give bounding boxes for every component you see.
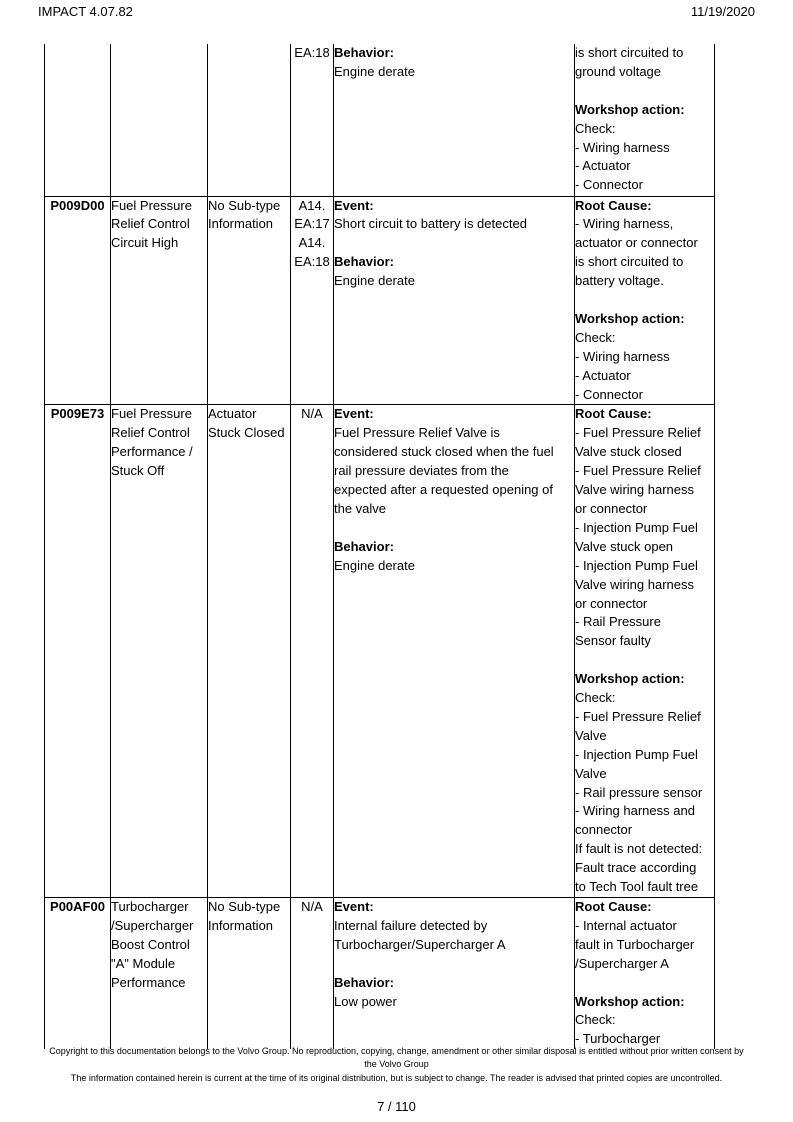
cell-line: Engine derate	[334, 273, 415, 289]
cell-line: "A" Module	[111, 955, 176, 971]
cell-line: N/A	[301, 406, 323, 422]
cell-line: Valve wiring harness	[575, 576, 694, 592]
cell-line: - Connector	[575, 386, 643, 402]
cell-line: Fuel Pressure	[111, 406, 192, 422]
cause-action-cell	[575, 405, 715, 898]
cell-line: - Rail Pressure	[575, 614, 661, 630]
cell-line: No Sub-type	[208, 899, 281, 914]
cell-line: - Turbocharger	[575, 1031, 661, 1047]
page-number: 7 / 110	[377, 1099, 416, 1114]
fault-code-cell	[45, 196, 111, 405]
section-heading: Root Cause:	[575, 406, 652, 422]
fault-name-cell	[111, 898, 208, 1050]
cell-line: Performance	[111, 974, 186, 990]
section-heading: Event:	[334, 197, 374, 213]
cell-line: Relief Control	[111, 216, 190, 232]
cell-line: is short circuited to	[575, 254, 684, 270]
cell-line: - Injection Pump Fuel	[575, 519, 698, 535]
cell-line: or connector	[575, 500, 648, 516]
cell-line: connector	[575, 822, 633, 838]
cell-line: to Tech Tool fault tree	[575, 879, 699, 895]
cell-line: the valve	[334, 500, 387, 516]
copyright-notice	[30, 1045, 763, 1071]
cell-line: Fuel Pressure Relief Valve is	[334, 425, 500, 441]
section-heading: Behavior:	[334, 538, 394, 554]
cell-line: Internal failure detected by	[334, 917, 488, 933]
cell-line: - Fuel Pressure Relief	[575, 425, 701, 441]
section-heading: Event:	[334, 406, 374, 422]
cell-line: considered stuck closed when the fuel	[334, 444, 554, 460]
cell-line: Relief Control	[111, 425, 190, 441]
section-heading: Behavior:	[334, 974, 394, 990]
cell-line: Fault trace according	[575, 860, 697, 876]
cell-line: Turbocharger	[111, 899, 189, 914]
event-behavior-cell	[334, 44, 575, 196]
cell-line: No Sub-type	[208, 197, 281, 213]
reference-cell	[291, 898, 334, 1050]
fault-name-cell	[111, 196, 208, 405]
cell-line: Valve wiring harness	[575, 482, 694, 498]
cell-line: Sensor faulty	[575, 633, 651, 649]
cell-line: Check:	[575, 690, 616, 706]
cell-line: - Fuel Pressure Relief	[575, 463, 701, 479]
cell-line: Fuel Pressure	[111, 197, 192, 213]
reference-cell	[291, 44, 334, 196]
cell-line: Stuck Closed	[208, 425, 285, 441]
cell-line: - Wiring harness,	[575, 216, 674, 232]
header-app-version: IMPACT 4.07.82	[38, 4, 133, 19]
cell-line: If fault is not detected:	[575, 841, 703, 857]
fault-code-cell	[45, 405, 111, 898]
spacer	[334, 955, 574, 974]
cause-action-cell	[575, 898, 715, 1050]
cell-line: A14.	[298, 197, 326, 213]
section-heading: Root Cause:	[575, 899, 652, 914]
cell-line: Valve	[575, 765, 607, 781]
table-row	[45, 44, 715, 196]
table-row	[45, 196, 715, 405]
cell-line: /Supercharger	[111, 917, 194, 933]
cause-action-cell	[575, 44, 715, 196]
cell-line: N/A	[301, 899, 323, 914]
cell-line: fault in Turbocharger	[575, 936, 695, 952]
fault-name-cell	[111, 405, 208, 898]
fault-code-table	[44, 44, 715, 1049]
spacer	[575, 651, 714, 670]
cell-line: - Fuel Pressure Relief	[575, 708, 701, 724]
fault-name-cell	[111, 44, 208, 196]
copyright-line-1: Copyright to this documentation belongs to the Volvo Group. No reproduction, copying, change, amendment or other similar disposal is entitled without prior written consent by	[49, 1046, 744, 1056]
cell-line: - Actuator	[575, 367, 631, 383]
section-heading: Workshop action:	[575, 993, 685, 1009]
fault-code: P009D00	[50, 197, 105, 213]
section-heading: Event:	[334, 899, 374, 914]
spacer	[334, 234, 574, 253]
subtype-cell	[208, 196, 291, 405]
cell-line: - Injection Pump Fuel	[575, 746, 698, 762]
cell-line: ground voltage	[575, 63, 662, 79]
cell-line: Actuator	[208, 406, 257, 422]
cell-line: rail pressure deviates from the	[334, 463, 509, 479]
header-date: 11/19/2020	[690, 4, 755, 19]
cell-line: EA:18	[294, 254, 330, 270]
table-row	[45, 405, 715, 898]
fault-code: P009E73	[50, 406, 105, 422]
cell-line: - Internal actuator	[575, 917, 677, 933]
cell-line: or connector	[575, 595, 648, 611]
cell-line: - Wiring harness and	[575, 803, 695, 819]
spacer	[575, 82, 714, 101]
cell-line: - Actuator	[575, 158, 631, 174]
cell-line: Check:	[575, 329, 616, 345]
cell-line: Boost Control	[111, 936, 190, 952]
cell-line: - Rail pressure sensor	[575, 784, 703, 800]
section-heading: Root Cause:	[575, 197, 652, 213]
cell-line: Information	[208, 917, 274, 933]
cell-line: Short circuit to battery is detected	[334, 216, 527, 232]
subtype-cell	[208, 405, 291, 898]
subtype-cell	[208, 44, 291, 196]
cell-line: Turbocharger/Supercharger A	[334, 936, 506, 952]
cell-line: Performance /	[111, 444, 193, 460]
cell-line: Check:	[575, 120, 616, 136]
event-behavior-cell	[334, 898, 575, 1050]
cell-line: Valve stuck open	[575, 538, 674, 554]
copyright-line-2: the Volvo Group	[364, 1059, 429, 1069]
cell-line: Stuck Off	[111, 463, 165, 479]
cell-line: Low power	[334, 993, 397, 1009]
section-heading: Workshop action:	[575, 671, 685, 687]
section-heading: Behavior:	[334, 254, 394, 270]
cell-line: Valve stuck closed	[575, 444, 682, 460]
cell-line: Check:	[575, 1012, 616, 1028]
spacer	[575, 291, 714, 310]
cell-line: actuator or connector	[575, 235, 698, 251]
cell-line: EA:17	[294, 216, 330, 232]
cell-line: Information	[208, 216, 274, 232]
cell-line: Engine derate	[334, 63, 415, 79]
fault-code: P00AF00	[50, 899, 105, 914]
spacer	[575, 974, 714, 993]
section-heading: Workshop action:	[575, 101, 685, 117]
cell-line: Valve	[575, 727, 607, 743]
section-heading: Behavior:	[334, 45, 394, 60]
cell-line: - Wiring harness	[575, 139, 670, 155]
reference-cell	[291, 405, 334, 898]
cell-line: /Supercharger A	[575, 955, 669, 971]
event-behavior-cell	[334, 405, 575, 898]
cause-action-cell	[575, 196, 715, 405]
subtype-cell	[208, 898, 291, 1050]
cell-line: EA:18	[294, 45, 330, 60]
section-heading: Workshop action:	[575, 310, 685, 326]
cell-line: - Injection Pump Fuel	[575, 557, 698, 573]
fault-code-cell	[45, 898, 111, 1050]
fault-code-cell	[45, 44, 111, 196]
cell-line: A14.	[298, 235, 326, 251]
reference-cell	[291, 196, 334, 405]
cell-line: Engine derate	[334, 557, 415, 573]
cell-line: expected after a requested opening of	[334, 482, 553, 498]
event-behavior-cell	[334, 196, 575, 405]
cell-line: battery voltage.	[575, 273, 664, 289]
cell-line: - Connector	[575, 177, 643, 193]
table-row	[45, 898, 715, 1050]
disclaimer: The information contained herein is current at the time of its original distribution, but is subject to change. The reader is advised that printed copies are uncontrolled.	[70, 1073, 723, 1083]
cell-line: - Wiring harness	[575, 348, 670, 364]
cell-line: Circuit High	[111, 235, 179, 251]
spacer	[334, 519, 574, 538]
cell-line: is short circuited to	[575, 45, 684, 60]
